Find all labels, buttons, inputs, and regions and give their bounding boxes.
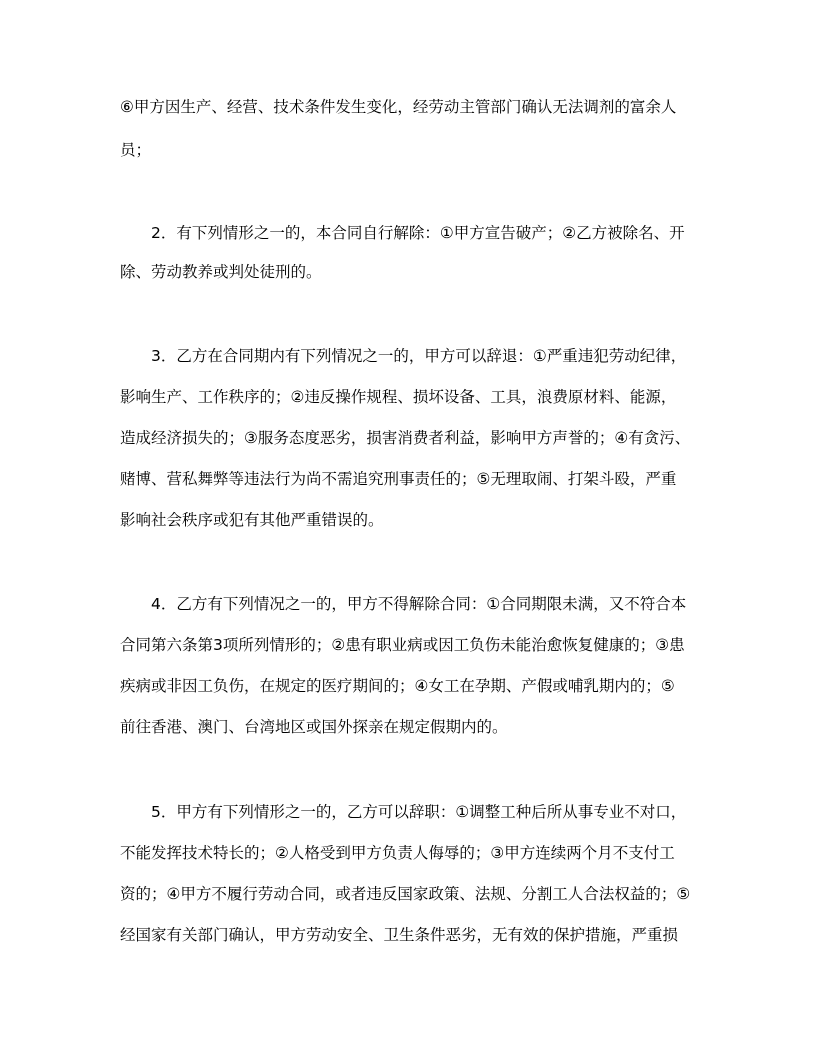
paragraph-item-6-line-2: 员； <box>120 141 152 159</box>
paragraph-clause-3-line-1: 3．乙方在合同期内有下列情况之一的，甲方可以辞退：①严重违犯劳动纪律， <box>151 347 687 365</box>
paragraph-clause-4-line-3: 疾病或非因工负伤，在规定的医疗期间的；④女工在孕期、产假或哺乳期内的；⑤ <box>120 677 675 695</box>
paragraph-clause-4-line-2: 合同第六条第3项所列情形的；②患有职业病或因工负伤未能治愈恢复健康的；③患 <box>120 636 685 654</box>
paragraph-clause-5-line-3: 资的；④甲方不履行劳动合同，或者违反国家政策、法规、分割工人合法权益的；⑤ <box>120 885 691 903</box>
paragraph-clause-5-line-1: 5．甲方有下列情形之一的，乙方可以辞职：①调整工种后所从事专业不对口， <box>151 803 687 821</box>
paragraph-clause-4-line-4: 前往香港、澳门、台湾地区或国外探亲在规定假期内的。 <box>120 718 508 736</box>
paragraph-clause-5-line-2: 不能发挥技术特长的；②人格受到甲方负责人侮辱的；③甲方连续两个月不支付工 <box>120 844 675 862</box>
paragraph-clause-5-line-4: 经国家有关部门确认，甲方劳动安全、卫生条件恶劣，无有效的保护措施，严重损 <box>120 926 679 944</box>
paragraph-clause-3-line-2: 影响生产、工作秩序的；②违反操作规程、损坏设备、工具，浪费原材料、能源， <box>120 388 677 406</box>
paragraph-clause-3-line-3: 造成经济损失的；③服务态度恶劣，损害消费者利益，影响甲方声誉的；④有贪污、 <box>120 429 691 447</box>
paragraph-clause-3-line-4: 赌博、营私舞弊等违法行为尚不需追究刑事责任的；⑤无理取闹、打架斗殴，严重 <box>120 470 677 488</box>
paragraph-clause-4-line-1: 4．乙方有下列情况之一的，甲方不得解除合同：①合同期限未满，又不符合本 <box>151 595 687 613</box>
paragraph-clause-2-line-2: 除、劳动教养或判处徒刑的。 <box>120 263 322 281</box>
paragraph-clause-3-line-5: 影响社会秩序或犯有其他严重错误的。 <box>120 511 384 529</box>
paragraph-clause-2-line-1: 2．有下列情形之一的，本合同自行解除：①甲方宣告破产；②乙方被除名、开 <box>151 224 685 242</box>
paragraph-item-6-line-1: ⑥甲方因生产、经营、技术条件发生变化，经劳动主管部门确认无法调剂的富余人 <box>120 98 677 116</box>
